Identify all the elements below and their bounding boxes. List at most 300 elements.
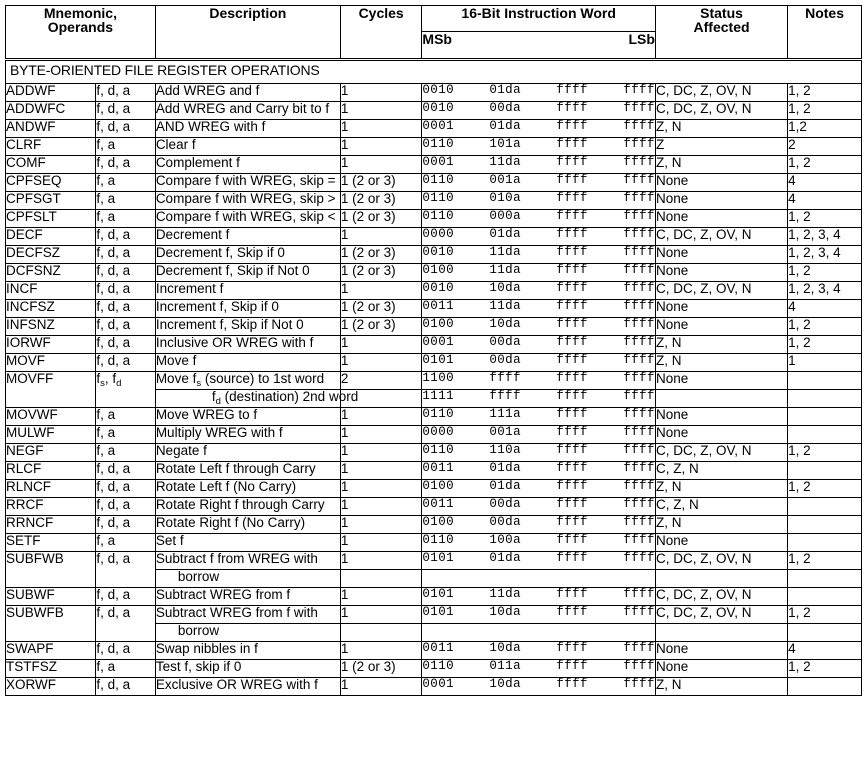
cell-status-affected: None [655, 192, 787, 210]
word-nibble-1: 0001 [422, 677, 455, 691]
table-row [6, 408, 862, 426]
cell-cycles: 1 [340, 534, 422, 552]
cell-status-affected: C, DC, Z, OV, N [655, 606, 787, 624]
word-nibble-4: ffff [623, 191, 655, 205]
cell-description: Compare f with WREG, skip = [155, 174, 340, 192]
cell-notes: 1, 2 [788, 156, 862, 174]
cell-cycles: 1 (2 or 3) [340, 192, 422, 210]
word-nibble-2: 000a [489, 209, 521, 223]
word-nibble-3: ffff [556, 641, 588, 655]
cell-status-affected: None [655, 642, 787, 660]
table-row-movff-line1 [6, 372, 862, 390]
cell-status-affected: C, DC, Z, OV, N [655, 444, 787, 462]
cell-status-affected: Z, N [655, 480, 787, 498]
word-nibble-4: ffff [623, 461, 655, 475]
cell-notes: 1, 2 [788, 84, 862, 102]
cell-notes: 1, 2 [788, 444, 862, 462]
word-nibble-3: ffff [556, 227, 588, 241]
word-nibble-2: 01da [489, 479, 521, 493]
cell-operands: f, a [96, 408, 155, 426]
word-nibble-3: ffff [556, 191, 588, 205]
cell-cycles: 1 (2 or 3) [340, 300, 422, 318]
word-nibble-2: 101a [489, 137, 521, 151]
word-nibble-3: ffff [556, 335, 588, 349]
word-nibble-2: 11da [489, 587, 521, 601]
cell-notes [788, 588, 862, 606]
word-nibble-3: ffff [556, 533, 588, 547]
word-nibble-4: ffff [623, 677, 655, 691]
word-nibble-3: ffff [556, 137, 588, 151]
cell-notes: 1, 2 [788, 660, 862, 678]
cell-cycles: 1 [340, 642, 422, 660]
word-nibble-4: ffff [623, 407, 655, 421]
cell-cycles: 1 (2 or 3) [340, 660, 422, 678]
cell-operands: f, d, a [96, 354, 155, 372]
word-nibble-1: 0011 [422, 641, 455, 655]
cell-notes: 1, 2 [788, 552, 862, 570]
word-nibble-3: ffff [556, 551, 588, 565]
word-nibble-1: 0000 [422, 425, 455, 439]
cell-notes-cont [788, 390, 862, 408]
word-nibble-4: ffff [623, 227, 655, 241]
cell-description: Multiply WREG with f [155, 426, 340, 444]
word-nibble-3: ffff [556, 479, 588, 493]
cell-mnemonic: TSTFSZ [6, 660, 96, 678]
header-notes: Notes [788, 6, 862, 60]
cell-status-affected: None [655, 408, 787, 426]
cell-cycles: 1 [340, 444, 422, 462]
cell-notes: 1, 2, 3, 4 [788, 246, 862, 264]
instruction-word-cell [422, 480, 656, 498]
cell-notes: 1, 2 [788, 264, 862, 282]
table-row [6, 192, 862, 210]
cell-mnemonic: IORWF [6, 336, 96, 354]
cell-description: Swap nibbles in f [155, 642, 340, 660]
word-nibble-2: 110a [489, 443, 521, 457]
cell-operands: f, d, a [96, 462, 155, 480]
cell-status-affected: None [655, 318, 787, 336]
word-nibble-3: ffff [556, 371, 588, 385]
cell-status-affected: None [655, 246, 787, 264]
table-row [6, 462, 862, 480]
table-row [6, 282, 862, 300]
cell-status-affected: C, DC, Z, OV, N [655, 552, 787, 570]
cell-operands: f, a [96, 210, 155, 228]
cell-status-affected: None [655, 534, 787, 552]
header-mnemonic-line1: Mnemonic, [43, 5, 117, 21]
cell-cycles: 1 [340, 588, 422, 606]
word-nibble-2: 11da [489, 155, 521, 169]
word-nibble-3: ffff [556, 425, 588, 439]
header-cycles: Cycles [340, 6, 422, 60]
cell-mnemonic: INFSNZ [6, 318, 96, 336]
word-nibble-3: ffff [556, 443, 588, 457]
word-nibble-1: 0101 [422, 605, 455, 619]
word-nibble-1: 0110 [422, 533, 455, 547]
cell-operands: f, d, a [96, 336, 155, 354]
word-nibble-3: ffff [556, 245, 588, 259]
word-nibble-4: ffff [623, 209, 655, 223]
table-row [6, 264, 862, 282]
word-nibble-1: 0010 [422, 281, 455, 295]
cell-notes: 1,2 [788, 120, 862, 138]
cell-operands: f, d, a [96, 84, 155, 102]
cell-description: Decrement f [155, 228, 340, 246]
word-nibble-4: ffff [623, 173, 655, 187]
word-nibble-3: ffff [556, 173, 588, 187]
word-nibble-2: 11da [489, 245, 521, 259]
cell-mnemonic: SUBWF [6, 588, 96, 606]
cell-mnemonic: ADDWF [6, 84, 96, 102]
cell-notes [788, 534, 862, 552]
cell-description-cont: $f_d$ (destination) 2nd word [155, 390, 340, 408]
word-nibble-3: ffff [556, 119, 588, 133]
cell-operands: f, d, a [96, 318, 155, 336]
word-nibble-1: 0110 [422, 191, 455, 205]
word-nibble-2: 01da [489, 227, 521, 241]
table-row [6, 336, 862, 354]
cell-description: Decrement f, Skip if Not 0 [155, 264, 340, 282]
word-nibble-2: 111a [489, 407, 521, 421]
cell-description: Set f [155, 534, 340, 552]
word-nibble-1: 0110 [422, 209, 455, 223]
instruction-word-cell [422, 372, 656, 390]
cell-status-cont [655, 390, 787, 408]
word-nibble-1: 0110 [422, 443, 455, 457]
word-nibble-1: 0011 [422, 497, 455, 511]
cell-mnemonic: DECFSZ [6, 246, 96, 264]
cell-operands: f, d, a [96, 588, 155, 606]
header-status-affected [655, 6, 787, 60]
word-nibble-1: 0110 [422, 137, 455, 151]
cell-status-affected: Z, N [655, 156, 787, 174]
cell-notes: 1, 2, 3, 4 [788, 282, 862, 300]
cell-notes [788, 372, 862, 390]
instruction-word-cell [422, 264, 656, 282]
word-nibble-2: 00da [489, 497, 521, 511]
cell-mnemonic: NEGF [6, 444, 96, 462]
cell-mnemonic: MOVF [6, 354, 96, 372]
cell-description: Negate f [155, 444, 340, 462]
cell-notes [788, 678, 862, 696]
cell-description: Add WREG and f [155, 84, 340, 102]
word-nibble-4: ffff [623, 533, 655, 547]
cell-cycles: 1 [340, 516, 422, 534]
word-nibble-4: ffff [623, 641, 655, 655]
header-status-line1: Status [700, 5, 743, 21]
cell-notes: 2 [788, 138, 862, 156]
word-nibble-4: ffff [623, 659, 655, 673]
cell-cycles: 1 [340, 228, 422, 246]
cell-cycles: 1 [340, 336, 422, 354]
section-title: BYTE-ORIENTED FILE REGISTER OPERATIONS [6, 60, 862, 84]
cell-notes: 1, 2 [788, 318, 862, 336]
cell-mnemonic: CLRF [6, 138, 96, 156]
word-nibble-2: 010a [489, 191, 521, 205]
cell-cycles: 1 [340, 120, 422, 138]
cell-notes: 1, 2 [788, 102, 862, 120]
cell-notes: 1, 2 [788, 606, 862, 624]
table-row [6, 174, 862, 192]
table-row [6, 354, 862, 372]
cell-operands: f, d, a [96, 246, 155, 264]
instruction-word-cell-blank [422, 624, 656, 642]
instruction-word-cell [422, 426, 656, 444]
word-nibble-1: 0010 [422, 101, 455, 115]
word-nibble-2: 00da [489, 335, 521, 349]
cell-description: Test f, skip if 0 [155, 660, 340, 678]
cell-mnemonic: SETF [6, 534, 96, 552]
table-row [6, 588, 862, 606]
table-row [6, 120, 862, 138]
table-row [6, 138, 862, 156]
word-nibble-1: 0001 [422, 335, 455, 349]
cell-description: Move WREG to f [155, 408, 340, 426]
cell-description: Move $f_s$ (source) to 1st word [155, 372, 340, 390]
cell-description: Compare f with WREG, skip > [155, 192, 340, 210]
cell-status-cont [655, 570, 787, 588]
table-row [6, 156, 862, 174]
cell-cycles: 1 [340, 552, 422, 570]
cell-description: Add WREG and Carry bit to f [155, 102, 340, 120]
cell-operands: f, d, a [96, 300, 155, 318]
instruction-word-cell [422, 246, 656, 264]
table-body [6, 60, 862, 696]
cell-status-affected: C, DC, Z, OV, N [655, 102, 787, 120]
cell-notes [788, 426, 862, 444]
word-nibble-1: 0110 [422, 659, 455, 673]
word-nibble-2: ffff [489, 371, 521, 385]
cell-operands: f, d, a [96, 156, 155, 174]
word-nibble-1: 0100 [422, 515, 455, 529]
instruction-word-cell-blank [422, 570, 656, 588]
word-nibble-2: 01da [489, 119, 521, 133]
word-nibble-3: ffff [556, 83, 588, 97]
cell-description: Increment f [155, 282, 340, 300]
cell-description: Rotate Left f through Carry [155, 462, 340, 480]
instruction-word-cell [422, 390, 656, 408]
table-row [6, 480, 862, 498]
cell-cycles: 2 [340, 372, 422, 390]
cell-cycles: 1 [340, 462, 422, 480]
cell-cycles: 1 [340, 408, 422, 426]
cell-mnemonic: RRCF [6, 498, 96, 516]
word-nibble-1: 0101 [422, 587, 455, 601]
cell-description: Exclusive OR WREG with f [155, 678, 340, 696]
cell-status-affected: Z, N [655, 336, 787, 354]
table-row [6, 444, 862, 462]
table-row [6, 84, 862, 102]
word-nibble-1: 0110 [422, 173, 455, 187]
cell-mnemonic: XORWF [6, 678, 96, 696]
word-nibble-1: 0110 [422, 407, 455, 421]
table-row [6, 678, 862, 696]
cell-mnemonic: INCF [6, 282, 96, 300]
table-row [6, 102, 862, 120]
cell-description: Increment f, Skip if Not 0 [155, 318, 340, 336]
word-nibble-1: 0100 [422, 263, 455, 277]
cell-notes-cont [788, 624, 862, 642]
cell-notes: 1, 2 [788, 210, 862, 228]
header-instruction-word: 16-Bit Instruction Word [422, 6, 656, 32]
cell-status-affected: None [655, 210, 787, 228]
cell-status-affected: C, Z, N [655, 462, 787, 480]
word-nibble-1: 0001 [422, 119, 455, 133]
cell-cycles: 1 (2 or 3) [340, 246, 422, 264]
word-nibble-1: 0010 [422, 245, 455, 259]
table-row [6, 534, 862, 552]
cell-cycles: 1 [340, 426, 422, 444]
word-nibble-4: ffff [623, 443, 655, 457]
word-nibble-2: 011a [489, 659, 521, 673]
word-nibble-1: 0000 [422, 227, 455, 241]
cell-mnemonic: SWAPF [6, 642, 96, 660]
cell-cycles: 1 (2 or 3) [340, 174, 422, 192]
word-nibble-1: 1111 [422, 389, 455, 403]
cell-mnemonic: CPFSEQ [6, 174, 96, 192]
word-nibble-4: ffff [623, 281, 655, 295]
instruction-word-cell [422, 102, 656, 120]
word-nibble-3: ffff [556, 155, 588, 169]
instruction-word-cell [422, 534, 656, 552]
table-row [6, 318, 862, 336]
cell-mnemonic: DECF [6, 228, 96, 246]
cell-status-affected: Z, N [655, 354, 787, 372]
cell-operands: f, a [96, 426, 155, 444]
word-nibble-2: 001a [489, 173, 521, 187]
instruction-word-cell [422, 660, 656, 678]
word-nibble-3: ffff [556, 659, 588, 673]
cell-status-affected: None [655, 300, 787, 318]
cell-notes: 1, 2 [788, 336, 862, 354]
cell-mnemonic: SUBWFB [6, 606, 96, 642]
cell-notes [788, 462, 862, 480]
header-msb: MSb [422, 31, 452, 48]
word-nibble-2: 01da [489, 83, 521, 97]
word-nibble-2: 10da [489, 605, 521, 619]
instruction-word-cell [422, 138, 656, 156]
cell-mnemonic: DCFSNZ [6, 264, 96, 282]
word-nibble-3: ffff [556, 389, 588, 403]
cell-status-affected: C, DC, Z, OV, N [655, 282, 787, 300]
word-nibble-4: ffff [623, 425, 655, 439]
cell-status-affected: Z, N [655, 120, 787, 138]
cell-mnemonic: CPFSGT [6, 192, 96, 210]
cell-mnemonic: MOVFF [6, 372, 96, 408]
word-nibble-2: 001a [489, 425, 521, 439]
cell-operands: f, d, a [96, 642, 155, 660]
cell-operands: f, d, a [96, 498, 155, 516]
cell-status-affected: Z, N [655, 516, 787, 534]
word-nibble-2: 01da [489, 551, 521, 565]
word-nibble-3: ffff [556, 677, 588, 691]
cell-description: Subtract WREG from f [155, 588, 340, 606]
word-nibble-2: 00da [489, 101, 521, 115]
cell-description: Compare f with WREG, skip < [155, 210, 340, 228]
cell-description: AND WREG with f [155, 120, 340, 138]
word-nibble-2: 11da [489, 299, 521, 313]
section-header-row [6, 60, 862, 84]
header-status-line2: Affected [693, 19, 750, 35]
cell-cycles: 1 [340, 156, 422, 174]
instruction-word-cell [422, 606, 656, 624]
header-lsb: LSb [628, 31, 655, 48]
cell-mnemonic: SUBFWB [6, 552, 96, 588]
word-nibble-1: 0100 [422, 317, 455, 331]
cell-description: Complement f [155, 156, 340, 174]
word-nibble-4: ffff [623, 83, 655, 97]
cell-description: Clear f [155, 138, 340, 156]
table-row [6, 516, 862, 534]
cell-cycles: 1 [340, 354, 422, 372]
cell-mnemonic: CPFSLT [6, 210, 96, 228]
cell-operands: f, d, a [96, 228, 155, 246]
word-nibble-4: ffff [623, 479, 655, 493]
word-nibble-1: 0101 [422, 353, 455, 367]
instruction-word-cell [422, 282, 656, 300]
cell-notes: 4 [788, 642, 862, 660]
word-nibble-2: 00da [489, 515, 521, 529]
word-nibble-3: ffff [556, 299, 588, 313]
instruction-set-table [5, 5, 862, 696]
cell-notes [788, 516, 862, 534]
cell-cycles: 1 [340, 138, 422, 156]
cell-operands: f, a [96, 138, 155, 156]
word-nibble-3: ffff [556, 461, 588, 475]
cell-status-cont [655, 624, 787, 642]
word-nibble-2: ffff [489, 389, 521, 403]
header-description: Description [155, 6, 340, 60]
cell-mnemonic: RLNCF [6, 480, 96, 498]
cell-mnemonic: ANDWF [6, 120, 96, 138]
cell-mnemonic: ADDWFC [6, 102, 96, 120]
cell-operands: f, d, a [96, 552, 155, 588]
table-row [6, 426, 862, 444]
word-nibble-2: 01da [489, 461, 521, 475]
instruction-word-cell [422, 462, 656, 480]
cell-cycles: 1 [340, 84, 422, 102]
word-nibble-1: 0011 [422, 299, 455, 313]
header-msb-lsb [422, 32, 656, 60]
cell-operands: f, a [96, 174, 155, 192]
word-nibble-4: ffff [623, 263, 655, 277]
table-row [6, 210, 862, 228]
cell-description: Rotate Left f (No Carry) [155, 480, 340, 498]
instruction-word-cell [422, 552, 656, 570]
word-nibble-1: 0010 [422, 83, 455, 97]
table-row [6, 246, 862, 264]
word-nibble-3: ffff [556, 407, 588, 421]
cell-description: Subtract f from WREG with [155, 552, 340, 570]
cell-cycles: 1 (2 or 3) [340, 264, 422, 282]
word-nibble-3: ffff [556, 281, 588, 295]
cell-description-cont: borrow [155, 624, 340, 642]
cell-operands: f, d, a [96, 264, 155, 282]
word-nibble-1: 0011 [422, 461, 455, 475]
word-nibble-1: 1100 [422, 371, 455, 385]
word-nibble-3: ffff [556, 587, 588, 601]
cell-notes: 1, 2 [788, 480, 862, 498]
cell-status-affected: C, DC, Z, OV, N [655, 84, 787, 102]
cell-cycles: 1 [340, 606, 422, 624]
cell-status-affected: C, DC, Z, OV, N [655, 588, 787, 606]
word-nibble-4: ffff [623, 317, 655, 331]
cell-notes: 4 [788, 300, 862, 318]
word-nibble-3: ffff [556, 317, 588, 331]
word-nibble-4: ffff [623, 245, 655, 259]
table-row [6, 642, 862, 660]
cell-description: Inclusive OR WREG with f [155, 336, 340, 354]
